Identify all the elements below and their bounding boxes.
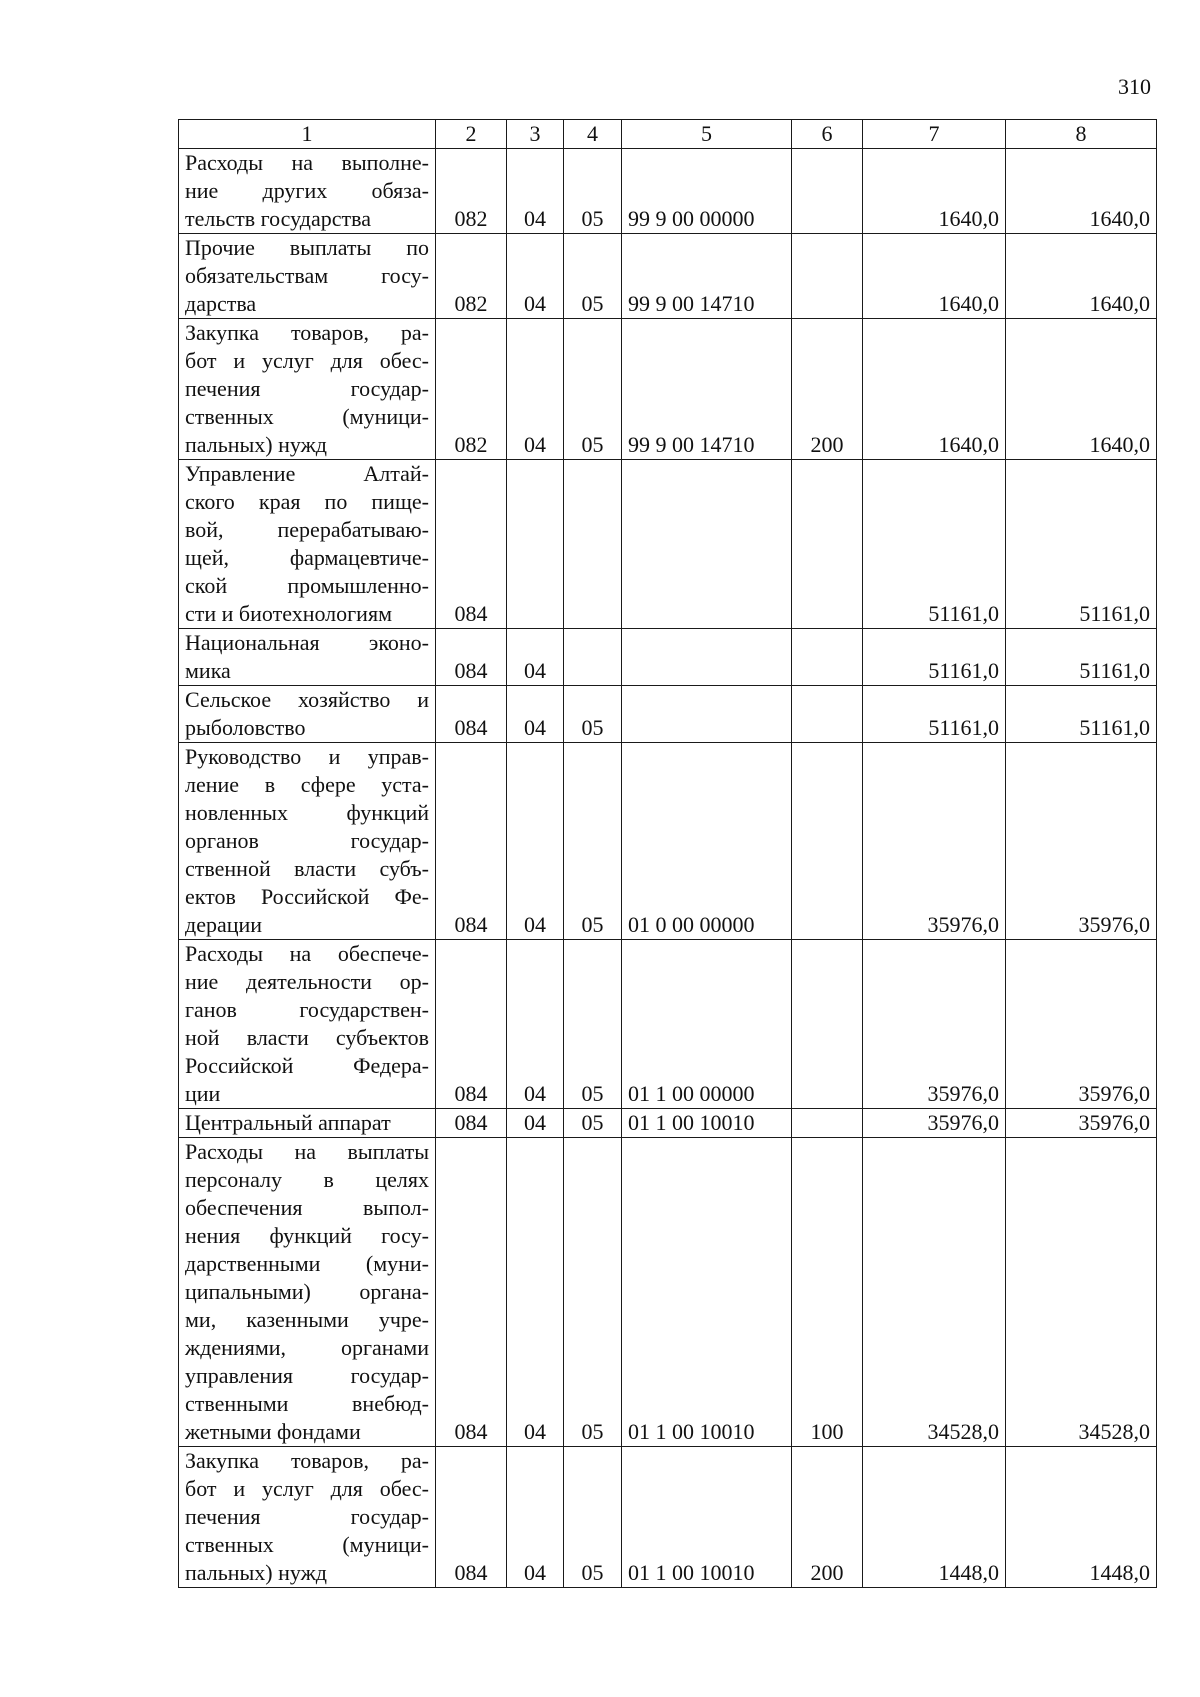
expense-name-line: обязательствам госу- [185, 263, 429, 288]
amount-col8-cell: 1640,0 [1006, 234, 1157, 319]
amount-col7-cell: 1640,0 [863, 234, 1006, 319]
amount-col8-cell: 51161,0 [1006, 686, 1157, 743]
section-code-cell: 04 [507, 1138, 564, 1447]
expense-name-line: вой, перерабатываю- [185, 517, 429, 542]
expense-type-cell [792, 234, 863, 319]
amount-col8-cell: 1640,0 [1006, 149, 1157, 234]
expense-name-line: щей, фармацевтиче- [185, 545, 429, 570]
expense-name-line: печения государ- [185, 376, 429, 401]
expense-name-line: ганов государствен- [185, 997, 429, 1022]
expense-name-line: жетными фондами [185, 1419, 361, 1444]
amount-col7-cell: 35976,0 [863, 940, 1006, 1109]
column-header: 6 [792, 120, 863, 149]
expense-name-line: Закупка товаров, ра- [185, 1448, 429, 1473]
expense-name-line: дарства [185, 291, 257, 316]
section-code-cell: 04 [507, 940, 564, 1109]
ministry-code-cell: 082 [436, 149, 507, 234]
expense-name-line: печения государ- [185, 1504, 429, 1529]
section-code-cell: 04 [507, 234, 564, 319]
amount-col8-cell: 34528,0 [1006, 1138, 1157, 1447]
amount-col7-cell: 1640,0 [863, 319, 1006, 460]
subsection-code-cell: 05 [564, 234, 622, 319]
expense-name-line: ственными внебюд- [185, 1391, 429, 1416]
expense-name-line: ждениями, органами [185, 1335, 429, 1360]
column-header: 7 [863, 120, 1006, 149]
expense-name-line: органов государ- [185, 828, 429, 853]
budget-table [178, 119, 1157, 1588]
expense-type-cell [792, 460, 863, 629]
expense-name-line: ственных (муници- [185, 404, 429, 429]
table-row [179, 1447, 1157, 1588]
expense-name-line: Российской Федера- [185, 1053, 429, 1078]
expense-name-cell [179, 234, 436, 319]
table-row [179, 686, 1157, 743]
target-article-cell: 01 1 00 10010 [622, 1138, 792, 1447]
expense-name-line: бот и услуг для обес- [185, 1476, 429, 1501]
table-row [179, 940, 1157, 1109]
expense-name-cell [179, 940, 436, 1109]
expense-name-line: обеспечения выпол- [185, 1195, 429, 1220]
expense-name-line: Расходы на обеспече- [185, 941, 429, 966]
expense-name-line: Центральный аппарат [185, 1110, 391, 1135]
expense-name-line: пальных) нужд [185, 432, 328, 457]
expense-name-cell [179, 1109, 436, 1138]
expense-name-line: бот и услуг для обес- [185, 348, 429, 373]
column-header: 1 [179, 120, 436, 149]
target-article-cell [622, 460, 792, 629]
target-article-cell [622, 686, 792, 743]
ministry-code-cell: 082 [436, 319, 507, 460]
ministry-code-cell: 084 [436, 686, 507, 743]
subsection-code-cell: 05 [564, 743, 622, 940]
target-article-cell: 01 1 00 00000 [622, 940, 792, 1109]
amount-col7-cell: 51161,0 [863, 629, 1006, 686]
expense-name-line: дарственными (муни- [185, 1251, 429, 1276]
subsection-code-cell [564, 629, 622, 686]
ministry-code-cell: 082 [436, 234, 507, 319]
section-code-cell [507, 460, 564, 629]
table-row [179, 1138, 1157, 1447]
amount-col7-cell: 34528,0 [863, 1138, 1006, 1447]
table-row [179, 1109, 1157, 1138]
expense-name-line: тельств государства [185, 206, 371, 231]
ministry-code-cell: 084 [436, 629, 507, 686]
column-header: 5 [622, 120, 792, 149]
expense-name-cell [179, 460, 436, 629]
expense-name-line: Сельское хозяйство и [185, 687, 429, 712]
table-header-row [179, 120, 1157, 149]
amount-col8-cell: 35976,0 [1006, 743, 1157, 940]
table-row [179, 149, 1157, 234]
expense-name-line: ципальными) органа- [185, 1279, 429, 1304]
expense-name-line: ственной власти субъ- [185, 856, 429, 881]
amount-col7-cell: 51161,0 [863, 686, 1006, 743]
expense-type-cell [792, 629, 863, 686]
expense-name-line: ление в сфере уста- [185, 772, 429, 797]
expense-name-line: нения функций госу- [185, 1223, 429, 1248]
target-article-cell: 99 9 00 14710 [622, 234, 792, 319]
expense-type-cell [792, 743, 863, 940]
section-code-cell: 04 [507, 629, 564, 686]
table-row [179, 460, 1157, 629]
expense-name-line: рыболовство [185, 715, 306, 740]
expense-name-line: персоналу в целях [185, 1167, 429, 1192]
table-row [179, 234, 1157, 319]
subsection-code-cell: 05 [564, 1109, 622, 1138]
section-code-cell: 04 [507, 149, 564, 234]
expense-name-cell [179, 629, 436, 686]
expense-name-cell [179, 319, 436, 460]
expense-name-line: ной власти субъектов [185, 1025, 429, 1050]
table-row [179, 319, 1157, 460]
target-article-cell: 99 9 00 14710 [622, 319, 792, 460]
column-header: 8 [1006, 120, 1157, 149]
ministry-code-cell: 084 [436, 1138, 507, 1447]
expense-name-line: Расходы на выплаты [185, 1139, 429, 1164]
amount-col7-cell: 1640,0 [863, 149, 1006, 234]
subsection-code-cell: 05 [564, 149, 622, 234]
expense-name-line: ние других обяза- [185, 178, 429, 203]
ministry-code-cell: 084 [436, 1109, 507, 1138]
ministry-code-cell: 084 [436, 1447, 507, 1588]
expense-type-cell [792, 1109, 863, 1138]
amount-col8-cell: 51161,0 [1006, 460, 1157, 629]
expense-name-line: ние деятельности ор- [185, 969, 429, 994]
section-code-cell: 04 [507, 1447, 564, 1588]
expense-type-cell [792, 149, 863, 234]
subsection-code-cell: 05 [564, 1138, 622, 1447]
ministry-code-cell: 084 [436, 743, 507, 940]
expense-type-cell: 100 [792, 1138, 863, 1447]
target-article-cell: 01 1 00 10010 [622, 1447, 792, 1588]
subsection-code-cell: 05 [564, 1447, 622, 1588]
section-code-cell: 04 [507, 743, 564, 940]
expense-name-line: управления государ- [185, 1363, 429, 1388]
expense-name-line: ектов Российской Фе- [185, 884, 429, 909]
column-header: 3 [507, 120, 564, 149]
target-article-cell: 99 9 00 00000 [622, 149, 792, 234]
column-header: 4 [564, 120, 622, 149]
subsection-code-cell: 05 [564, 940, 622, 1109]
expense-name-line: Прочие выплаты по [185, 235, 429, 260]
amount-col8-cell: 35976,0 [1006, 940, 1157, 1109]
expense-name-line: ции [185, 1081, 221, 1106]
expense-name-cell [179, 686, 436, 743]
expense-name-line: Руководство и управ- [185, 744, 429, 769]
subsection-code-cell: 05 [564, 686, 622, 743]
expense-name-line: пальных) нужд [185, 1560, 328, 1585]
expense-name-line: Расходы на выполне- [185, 150, 429, 175]
expense-type-cell: 200 [792, 1447, 863, 1588]
expense-name-line: ской промышленно- [185, 573, 429, 598]
expense-name-line: Управление Алтай- [185, 461, 429, 486]
target-article-cell: 01 1 00 10010 [622, 1109, 792, 1138]
ministry-code-cell: 084 [436, 460, 507, 629]
expense-name-line: ского края по пище- [185, 489, 429, 514]
expense-name-line: ственных (муници- [185, 1532, 429, 1557]
target-article-cell [622, 629, 792, 686]
section-code-cell: 04 [507, 686, 564, 743]
column-header: 2 [436, 120, 507, 149]
amount-col8-cell: 51161,0 [1006, 629, 1157, 686]
amount-col8-cell: 1448,0 [1006, 1447, 1157, 1588]
expense-name-line: ми, казенными учре- [185, 1307, 429, 1332]
amount-col7-cell: 51161,0 [863, 460, 1006, 629]
expense-name-line: Закупка товаров, ра- [185, 320, 429, 345]
amount-col8-cell: 35976,0 [1006, 1109, 1157, 1138]
amount-col8-cell: 1640,0 [1006, 319, 1157, 460]
target-article-cell: 01 0 00 00000 [622, 743, 792, 940]
amount-col7-cell: 1448,0 [863, 1447, 1006, 1588]
subsection-code-cell: 05 [564, 319, 622, 460]
amount-col7-cell: 35976,0 [863, 1109, 1006, 1138]
expense-name-line: новленных функций [185, 800, 429, 825]
expense-name-line: мика [185, 658, 231, 683]
section-code-cell: 04 [507, 319, 564, 460]
ministry-code-cell: 084 [436, 940, 507, 1109]
expense-type-cell: 200 [792, 319, 863, 460]
expense-name-line: сти и биотехнологиям [185, 601, 392, 626]
page-number: 310 [1118, 74, 1151, 99]
expense-name-cell [179, 1138, 436, 1447]
expense-type-cell [792, 686, 863, 743]
subsection-code-cell [564, 460, 622, 629]
table-row [179, 629, 1157, 686]
expense-name-line: дерации [185, 912, 263, 937]
expense-name-cell [179, 149, 436, 234]
table-row [179, 743, 1157, 940]
amount-col7-cell: 35976,0 [863, 743, 1006, 940]
expense-name-cell [179, 1447, 436, 1588]
expense-name-line: Национальная эконо- [185, 630, 429, 655]
section-code-cell: 04 [507, 1109, 564, 1138]
expense-type-cell [792, 940, 863, 1109]
expense-name-cell [179, 743, 436, 940]
